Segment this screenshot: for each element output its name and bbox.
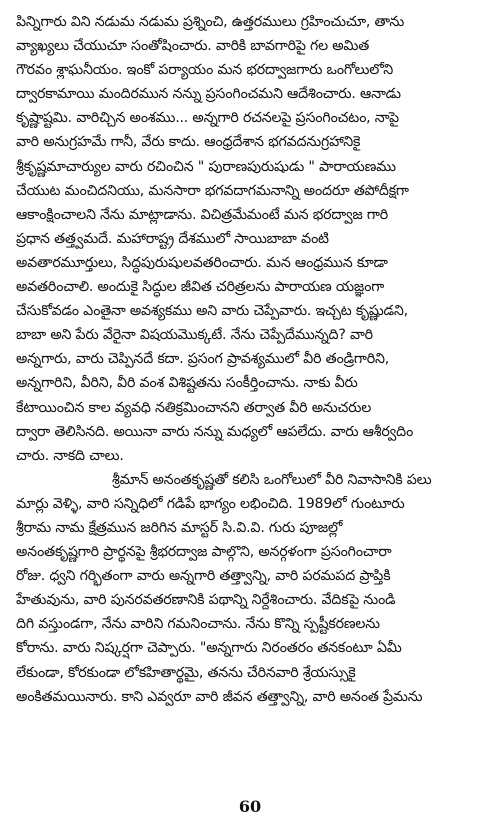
text-line: శ్రీరామ నామ క్షేత్రమున జరిగిన మాస్టర్ సి.వి.వి. గురు పూజల్లో (16, 519, 343, 536)
text-line: ద్వారకామాయి మందిరమున నన్ను ప్రసంగించమని ఆదేశించారు. ఆనాడు (16, 86, 401, 103)
paragraph-2 (16, 468, 486, 709)
text-line: ఆకాంక్షించాలని నేను మాట్లాడాను. విచిత్రమేమంటే మన భరద్వాజ గారి (16, 206, 388, 223)
text-line: కోరాను. వారు నిష్కర్షగా చెప్పారు. "అన్నగారు నిరంతరం తనకంటూ ఏమీ (16, 640, 402, 657)
text-line: మార్లు వెళ్ళి, వారి సన్నిధిలో గడిపే భాగ్యం లభించిది. 1989లో గుంటూరు (16, 495, 405, 512)
text-line: హేతువును, వారి పునరవతరణానికి పథాన్ని నిర్దేశించారు. వేదికపై నుండి (16, 592, 396, 609)
text-line: చేసుకోవడం ఎంతైనా అవశ్యకము అని వారు చెప్పేవారు. ఇచ్చట కృష్ణుడని, (16, 303, 408, 320)
text-line: బాబా అని పేరు వేరైనా విషయమొక్కటే. నేను చెప్పేదేమున్నది? వారి (16, 327, 373, 344)
page-number: 60 (238, 797, 262, 816)
text-line: కృష్ణాష్టమి. వారిచ్చిన అంశము... అన్నగారి రచనలపై ప్రసంగించటం, నాపై (16, 110, 399, 127)
text-line: రోజు. ధ్వని గర్భితంగా వారు అన్నగారి తత్త్వాన్ని, వారి పరమపద ప్రాప్తికి (16, 568, 391, 585)
text-line: పిన్నిగారు విని నడుమ నడుమ ప్రశ్నించి, ఉత్తరములు గ్రహించుచూ, తాను (16, 14, 405, 30)
text-line: అన్నగారిని, వీరిని, వీరి వంశ విశిష్టతను సంకీర్తించాను. నాకు వీరు (16, 375, 358, 392)
paragraph-1 (16, 10, 486, 468)
text-line: అంకితమయినారు. కాని ఎవ్వరూ వారి జీవన తత్త్వాన్ని, వారి అనంత ప్రేమను (16, 688, 423, 705)
text-line: ప్రధాన తత్త్వమదే. మహారాష్ట్ర దేశములో సాయిబాబా వంటి (16, 230, 329, 247)
text-line: వ్యాఖ్యలు చేయుచూ సంతోషించారు. వారికి బావగారిపై గల అమిత (16, 38, 370, 55)
text-line: శ్రీమాన్ అనంతకృష్ణతో కలిసి ఒంగోలులో వీరి నివాసానికి పలు (112, 471, 432, 488)
text-line: వారి అనుగ్రహమే గానీ, వేరు కాదు. ఆంధ్రదేశాన భగవదనుగ్రహానికై (16, 134, 361, 151)
text-line: దిగి వస్తుండగా, నేను వారిని గమనించాను. నేను కొన్ని స్పష్టీకరణలను (16, 616, 380, 633)
text-line: శ్రీకృష్ణమాచార్యుల వారు రచించిన " పురాణపురుషుడు " పారాయణము (16, 158, 396, 175)
text-line: అవతారమూర్తులు, సిద్ధపురుషులవతరించారు. మన ఆంధ్రమున కూడా (16, 254, 388, 271)
text-line: గౌరవం శ్లాఘనీయం. ఇంకో పర్యాయం మన భరద్వాజగారు ఒంగోలులోని (16, 62, 394, 79)
text-line: చారు. నాకది చాలు. (16, 447, 124, 464)
text-line: అవతరించాలి. అందుకై సిద్ధుల జీవిత చరిత్రలను పారాయణ యజ్ఞంగా (16, 279, 385, 296)
text-line: ద్వారా తెలిసినది. అయినా వారు నన్ను మధ్యలో ఆపలేదు. వారు ఆశీర్వదిం (16, 423, 414, 440)
text-line: లేకుండా, కోరకుండా లోకహితార్థమై, తనను చేరినవారి శ్రేయస్సుకై (16, 664, 356, 681)
text-line: అనంతకృష్ణగారి ప్రార్థనపై శ్రీభరద్వాజ పాల్గొని, అనర్గళంగా ప్రసంగించారా (16, 544, 392, 561)
text-line: అన్నగారు, వారు చెప్పినదే కదా. ప్రసంగ ప్రావశ్యములో వీరి తండ్రిగారిని, (16, 351, 390, 368)
text-line: చేయుట మంచిదనియు, మనసారా భగవదాగమనాన్ని అందరూ తపోదీక్షగా (16, 182, 409, 199)
text-line: కేటాయించిన కాల వ్యవధి నతిక్రమించానని తర్వాత వీరి అనుచరుల (16, 399, 372, 416)
